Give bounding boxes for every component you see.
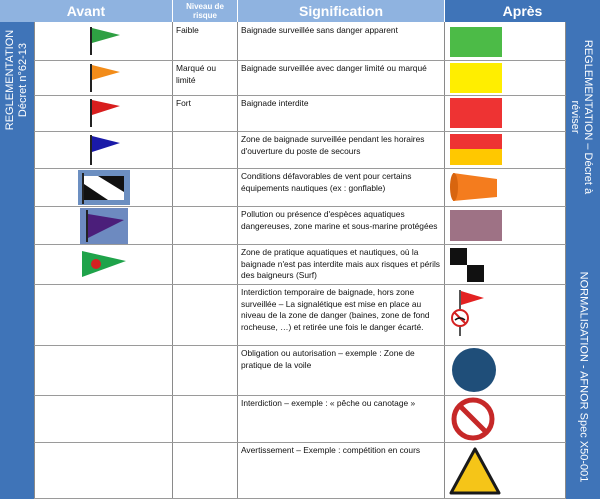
orange-windsock-icon (449, 171, 501, 203)
meaning-row-1: Baignade surveillée sans danger apparent (241, 25, 398, 35)
green-flag-icon (84, 25, 124, 57)
meaning-row-11: Avertissement – Exemple : compétition en cours (241, 445, 421, 455)
meaning-row-3: Baignade interdite (241, 98, 309, 108)
meaning-row-8: Interdiction temporaire de baignade, hors zone surveillée – La signalétique est mise en place au niveau de la zone de danger (baines, zone de fond rocheuse, …) et retirée une fois le danger écarté. (241, 287, 430, 332)
blue-circle-icon (452, 348, 496, 392)
green-red-dot-flag-icon (80, 247, 128, 283)
prohibition-sign-icon (449, 397, 497, 441)
meaning-row-6: Pollution ou présence d'espèces aquatiques dangereuses, zone marine et sous-marine protégées (241, 209, 438, 231)
black-white-flag-icon (78, 170, 130, 205)
orange-flag-icon (84, 62, 124, 94)
yellow-square-icon (450, 63, 502, 93)
meaning-row-7: Zone de pratique aquatiques et nautiques, où la baignade n'est pas interdite mais aux risques et périls des baigneurs (Surf) (241, 247, 440, 280)
meaning-row-9: Obligation ou autorisation – exemple : Zone de pratique de la voile (241, 348, 415, 370)
meaning-row-2: Baignade surveillée avec danger limité ou marqué (241, 63, 427, 73)
meaning-row-5: Conditions défavorables de vent pour certains équipements nautiques (ex : gonflable) (241, 171, 412, 193)
meaning-row-10: Interdiction – exemple : « pêche ou canotage » (241, 398, 416, 408)
side-band-right (566, 22, 600, 499)
black-white-checker-icon (450, 248, 484, 282)
purple-flag-icon (80, 208, 128, 244)
risk-level-row-2: Marqué ou limité (176, 63, 217, 85)
side-band-left (0, 22, 34, 499)
purple-square-icon (450, 210, 502, 241)
green-square-icon (450, 27, 502, 57)
side-left-line-2: Décret n°62-13 (17, 42, 29, 118)
red-yellow-flag-icon (450, 134, 502, 165)
no-swimming-sign-icon (450, 288, 490, 340)
blue-flag-icon (84, 133, 124, 167)
warning-triangle-icon (448, 446, 502, 496)
header-signification: Signification (238, 0, 444, 22)
red-square-icon (450, 98, 502, 128)
risk-level-row-1: Faible (176, 25, 199, 35)
side-right-top-line-2: réviser (569, 100, 581, 134)
side-left-line-1: REGLEMENTATION (4, 29, 16, 131)
side-right-bottom: NORMALISATION - AFNOR Spec X50-001 (577, 271, 590, 483)
header-niveau-de-risque: Niveau de risque (173, 0, 237, 22)
side-right-top-line-1: REGLEMENTATION – Décret à (582, 39, 594, 195)
header-apres: Après (445, 0, 600, 22)
risk-level-row-3: Fort (176, 98, 191, 108)
red-flag-icon (84, 97, 124, 129)
header-avant: Avant (0, 0, 172, 22)
meaning-row-4: Zone de baignade surveillée pendant les horaires d'ouverture du poste de secours (241, 134, 425, 156)
